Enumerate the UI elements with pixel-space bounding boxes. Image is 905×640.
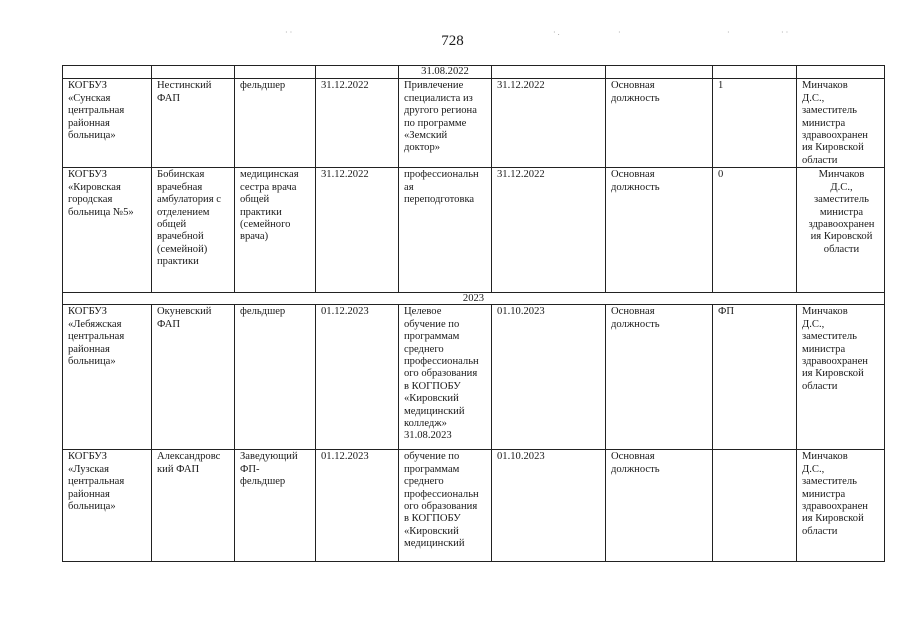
position-cell: медицинская сестра врача общей практики (семейного врача) [235,168,316,293]
position-cell: фельдшер [235,305,316,450]
responsible-cell: Минчаков Д.С., заместитель министра здравоохранен ия Кировской области [797,168,885,293]
responsible-cell: Минчаков Д.С., заместитель министра здравоохранен ия Кировской области [797,79,885,168]
table-row [63,79,885,168]
page-number: 728 [441,33,464,49]
deadline-cell: 01.12.2023 [316,305,399,450]
measure-cell: профессиональн ая переподготовка [399,168,492,293]
unit-cell: Александровс кий ФАП [152,450,235,562]
responsible-cell: Минчаков Д.С., заместитель министра здравоохранен ия Кировской области [797,305,885,450]
post-type-cell: Основная должность [606,79,713,168]
continuation-row [63,66,885,79]
responsible-cell: Минчаков Д.С., заместитель министра здравоохранен ия Кировской области [797,450,885,562]
table-row [63,168,885,293]
deadline-cell: 31.12.2022 [316,79,399,168]
unit-cell: Бобинская врачебная амбулатория с отделением общей врачебной (семейной) практики [152,168,235,293]
organization-cell: КОГБУЗ «Кировская городская больница №5» [63,168,152,293]
year-row [63,293,885,305]
unit-cell: Окуневский ФАП [152,305,235,450]
organization-cell: КОГБУЗ «Лузская центральная районная больница» [63,450,152,562]
date-cell: 31.12.2022 [492,79,606,168]
rate-cell: 0 [713,168,797,293]
deadline-cell: 31.12.2022 [316,168,399,293]
scan-artifact: · [727,28,730,37]
organization-cell: КОГБУЗ «Лебяжская центральная районная больница» [63,305,152,450]
continuation-date: 31.08.2022 [399,66,492,79]
staffing-table [62,65,885,562]
year-label: 2023 [63,293,885,305]
scan-artifact: · . [553,28,560,37]
post-type-cell: Основная должность [606,168,713,293]
measure-cell: Целевое обучение по программам среднего профессиональн ого образования в КОГПОБУ «Кировский медицинский колледж» 31.08.2023 [399,305,492,450]
scan-artifact: · [618,28,621,37]
position-cell: Заведующий ФП- фельдшер [235,450,316,562]
date-cell: 01.10.2023 [492,450,606,562]
table-row [63,305,885,450]
date-cell: 01.10.2023 [492,305,606,450]
scan-artifact: · · [285,28,293,37]
rate-cell [713,450,797,562]
post-type-cell: Основная должность [606,305,713,450]
rate-cell: 1 [713,79,797,168]
scan-artifact: · · [781,28,789,37]
post-type-cell: Основная должность [606,450,713,562]
organization-cell: КОГБУЗ «Сунская центральная районная больница» [63,79,152,168]
rate-cell: ФП [713,305,797,450]
measure-cell: Привлечение специалиста из другого региона по программе «Земский доктор» [399,79,492,168]
measure-cell: обучение по программам среднего профессиональн ого образования в КОГПОБУ «Кировский медицинский [399,450,492,562]
position-cell: фельдшер [235,79,316,168]
deadline-cell: 01.12.2023 [316,450,399,562]
unit-cell: Нестинский ФАП [152,79,235,168]
table-row [63,450,885,562]
date-cell: 31.12.2022 [492,168,606,293]
